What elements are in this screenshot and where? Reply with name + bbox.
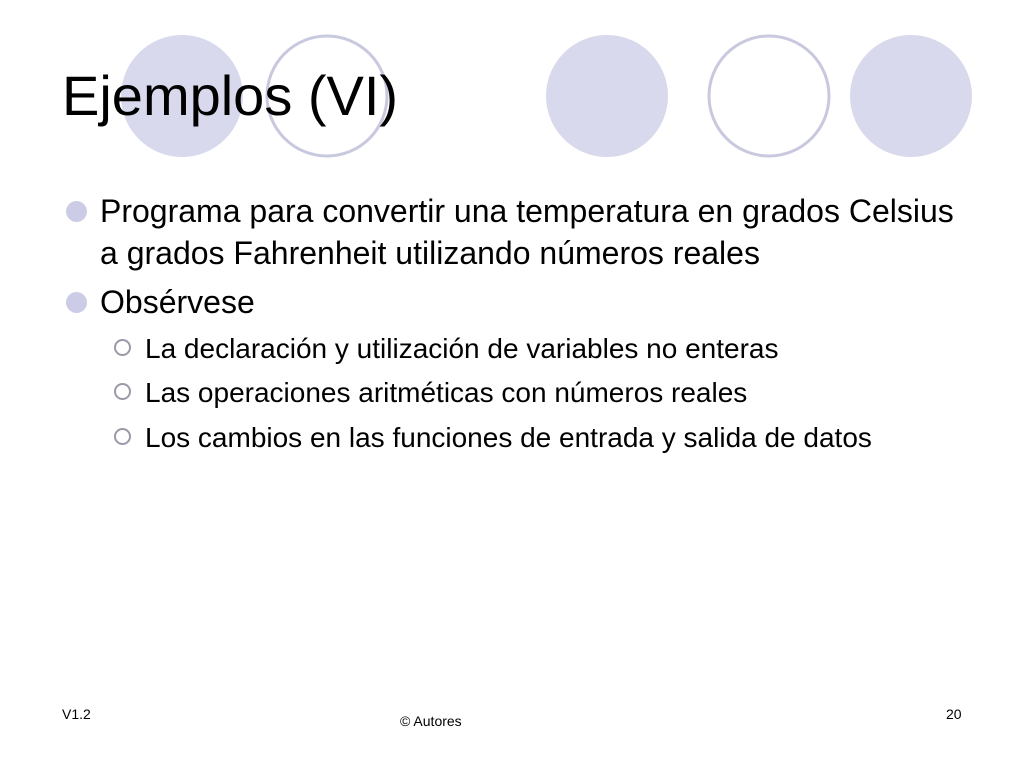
sub-bullet-item-cambios (114, 421, 994, 455)
bullet-item-programa (66, 190, 966, 274)
bullet-ring-icon (114, 383, 131, 400)
sub-bullet-text: Los cambios en las funciones de entrada y salida de datos (145, 422, 872, 453)
decor-circle-outline-2 (709, 36, 829, 156)
footer-copyright: © Autores (400, 713, 462, 729)
decor-circle-filled-2 (546, 35, 668, 157)
sub-bullet-item-declaracion (114, 332, 994, 366)
bullet-text: Programa para convertir una temperatura en grados Celsius a grados Fahrenheit utilizando números reales (100, 193, 954, 271)
bullet-ring-icon (114, 339, 131, 356)
bullet-item-observese (66, 281, 966, 323)
bullet-dot-icon (66, 201, 87, 222)
slide-title: Ejemplos (VI) (62, 64, 399, 127)
sub-bullet-item-operaciones (114, 376, 994, 410)
decor-circle-filled-3 (850, 35, 972, 157)
footer-page-number: 20 (946, 706, 962, 722)
sub-bullet-text: Las operaciones aritméticas con números reales (145, 377, 748, 408)
footer-version: V1.2 (62, 706, 91, 722)
bullet-ring-icon (114, 428, 131, 445)
bullet-dot-icon (66, 292, 87, 313)
bullet-text: Obsérvese (100, 284, 255, 320)
sub-bullet-text: La declaración y utilización de variables no enteras (145, 333, 779, 364)
